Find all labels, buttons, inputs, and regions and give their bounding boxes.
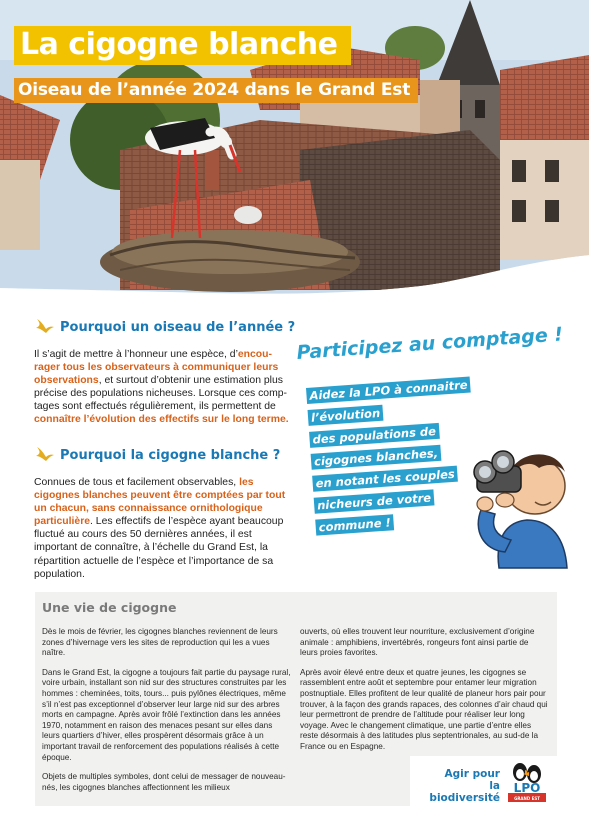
section1-text: Il s’agit de mettre à l’honneur une espèce, d’encou- rager tous les observateurs à communiquer leurs observations, et surtout d’obtenir une estimation plus précise des populations nicheuses. Lorsque ces comp-tages sont effectués régulièrement, ils permettent de connaître l’évolution des effectifs sur le long terme. [34, 349, 289, 426]
life-paragraph: Dès le mois de février, les cigognes blanches reviennent de leurs zones d’hivernage vers les sites de reproduction qui les a vues naître. [42, 627, 278, 658]
life-paragraph: ouverts, où elles trouvent leur nourriture, exclusivement d’origine animale : amphibiens, invertébrés, rongeurs font ainsi partie de leurs proies favorites. [300, 627, 535, 658]
footer-slogan: Agir pour la biodiversité [429, 768, 500, 804]
stork-icon [34, 444, 56, 466]
stork-icon [34, 316, 56, 338]
life-title: Une vie de cigogne [42, 600, 177, 615]
section-heading-why-stork: Pourquoi la cigogne blanche ? [34, 444, 280, 466]
title-banner [14, 26, 351, 65]
cta-title: Participez au comptage ! [296, 323, 564, 364]
cta-line: l’évolution [308, 405, 384, 426]
page-subtitle: Oiseau de l’année 2024 dans le Grand Est [18, 80, 411, 100]
life-paragraph: Dans le Grand Est, la cigogne a toujours fait partie du paysage rural, voire urbain, installant son nid sur des structures construites par les hommes : cheminées, toits, tours... puis pylônes électriques, même s’il n’est pas exceptionnel d’observer leur large nid sur des arbres morts en campagne. Après avoir frôlé l’extinction dans les années 1970, notamment en raison des menaces pesant sur elles dans leurs quartiers d’hiver, elles prospèrent désormais grâce à un important travail de renforcement des populations réalisés à cette époque. [42, 667, 291, 762]
section2-text: Connues de tous et facilement observables, les cigognes blanches peuvent être comptées par tout un chacun, sans connaissance ornithologique particulière. Les effectifs de l’espèce ayant beaucoup fluctué au cours des 50 dernières années, il est important de connaître, à l’échelle du Grand Est, la répartition actuelle de l’espèce et l’importance de sa population. [34, 477, 286, 580]
lpo-logo [506, 760, 548, 804]
lpo-logo-text: LPO [513, 781, 541, 795]
cta-line: Aidez la LPO à connaitre [306, 377, 471, 404]
lpo-logo-subtext: GRAND EST [514, 796, 540, 801]
page-title: La cigogne blanche [20, 27, 338, 62]
life-right-column [300, 627, 548, 762]
binoculars-person-illustration [465, 440, 577, 570]
subtitle-banner [14, 78, 418, 103]
cta-line: des populations de [309, 423, 439, 448]
life-paragraph: Après avoir élevé entre deux et quatre jeunes, les cigognes se rassemblent entre août et septembre pour entamer leur migration postnuptiale. Elles profitent de leur qualité de planeur hors pair pour trouver, à la façon des grands rapaces, des colonnes d’air chaud qui leur permettront de prendre de l’altitude pour réaliser leur long voyage. Avec le changement climatique, une partie d’entre elles reste désormais à des latitudes plus septentrionales, au sud-de la France ou en Espagne. [300, 667, 548, 751]
cta-line: cigognes blanches, [311, 445, 442, 470]
life-paragraph: Objets de multiples symboles, dont celui de messager de nouveau-nés, les cigognes blanches affectionnent les milieux [42, 772, 286, 792]
cta-line: commune ! [315, 514, 394, 535]
section-heading-why-year: Pourquoi un oiseau de l’année ? [34, 316, 295, 338]
cta-line: nicheurs de votre [314, 489, 435, 513]
life-left-column [42, 627, 292, 802]
cta-line: en notant les couples [312, 466, 458, 492]
